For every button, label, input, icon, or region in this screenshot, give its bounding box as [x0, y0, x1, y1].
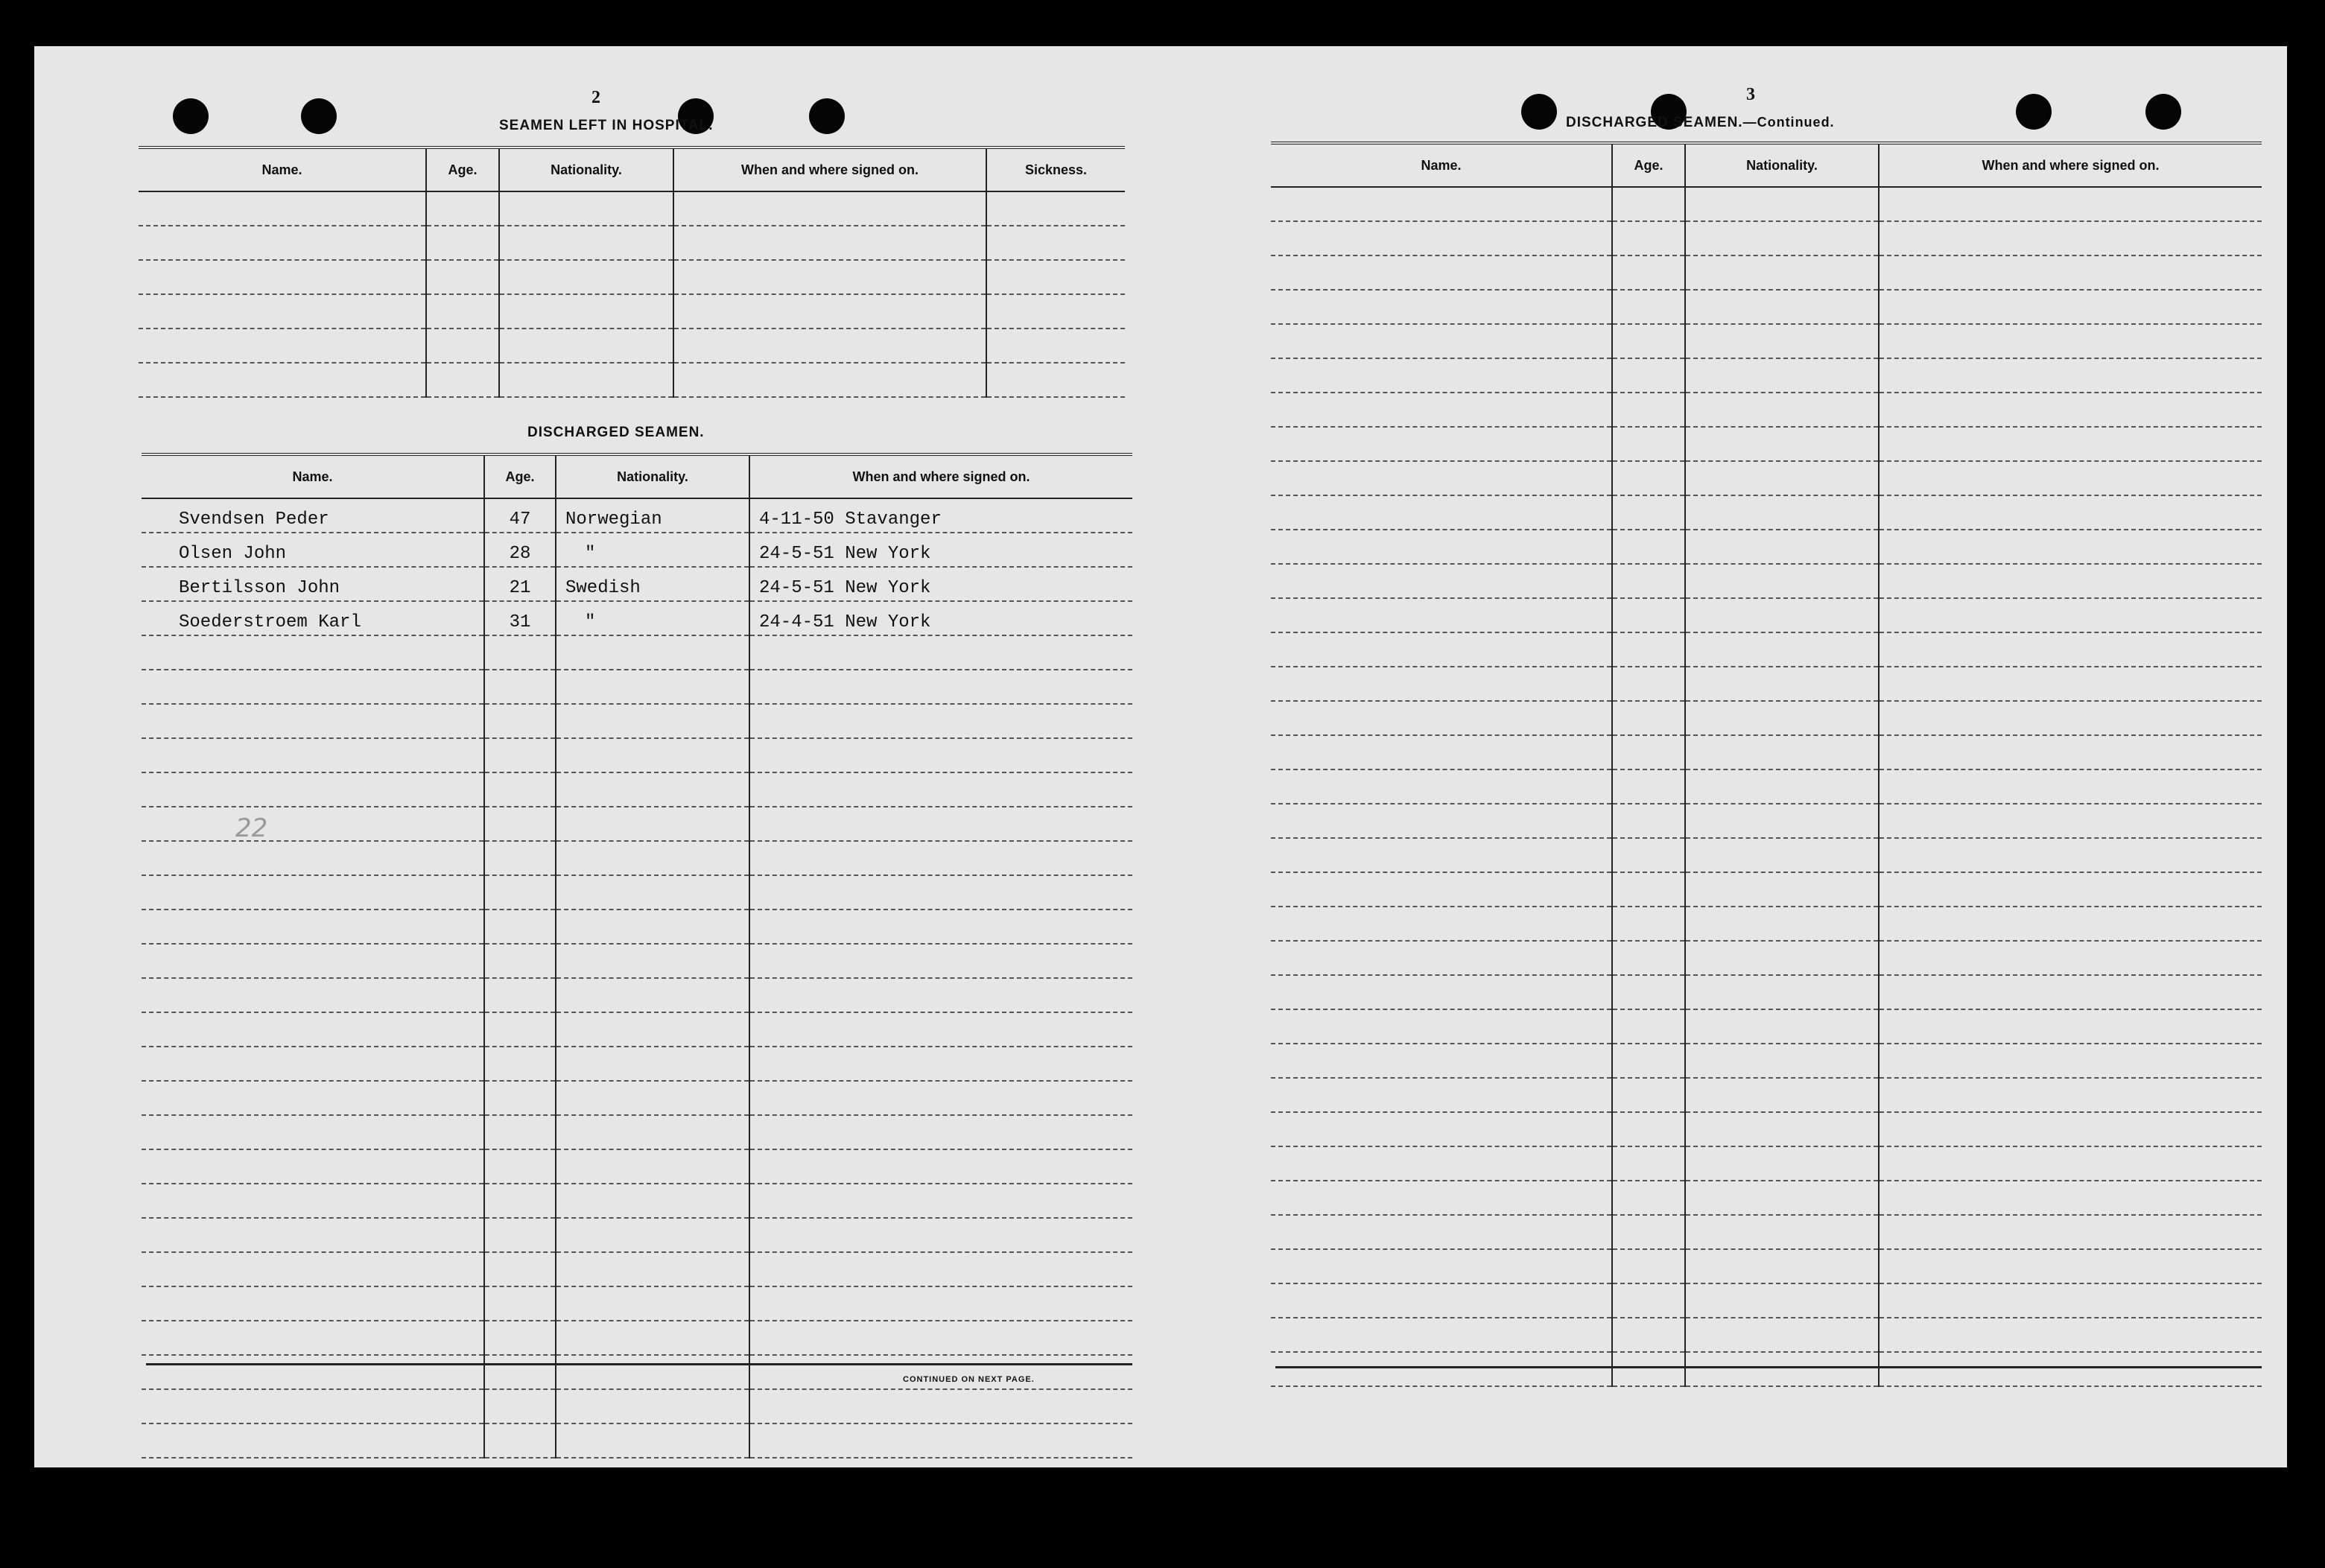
table-row — [142, 1252, 1132, 1286]
punch-hole — [2016, 94, 2052, 130]
table-row — [139, 260, 1125, 294]
table-row — [142, 1321, 1132, 1355]
discharged-continued-table — [1271, 142, 2262, 1387]
discharged-continued-title — [1566, 115, 1835, 131]
table-row — [1271, 393, 2262, 427]
page-number: 2 — [591, 88, 600, 107]
table-row — [1271, 427, 2262, 461]
table-row — [139, 226, 1125, 260]
page-number: 3 — [1746, 85, 1755, 104]
table-row — [1271, 187, 2262, 221]
discharged-section-title: DISCHARGED SEAMEN. — [527, 425, 705, 440]
table-row — [139, 363, 1125, 397]
table-row — [1271, 598, 2262, 632]
table-row — [1271, 838, 2262, 872]
column-header-age: Age. — [1612, 143, 1685, 187]
table-row — [142, 1012, 1132, 1047]
table-row — [1271, 1215, 2262, 1249]
column-header-nationality: Nationality. — [499, 147, 673, 191]
seaman-name: Olsen John — [142, 533, 484, 567]
table-row — [1271, 290, 2262, 324]
title-suffix: —Continued. — [1742, 115, 1835, 130]
punch-hole — [1521, 94, 1557, 130]
table-row — [142, 1355, 1132, 1389]
table-row — [142, 704, 1132, 738]
seaman-age: 47 — [484, 498, 556, 533]
table-row — [1271, 1112, 2262, 1146]
table-row — [1271, 221, 2262, 255]
table-row — [1271, 975, 2262, 1009]
table-row — [1271, 907, 2262, 941]
table-row — [142, 738, 1132, 772]
table-row — [139, 294, 1125, 328]
table-row — [142, 601, 1132, 635]
table-row — [1271, 530, 2262, 564]
table-row — [142, 533, 1132, 567]
punch-hole — [809, 98, 845, 134]
table-row — [1271, 1146, 2262, 1181]
column-header-signed-on: When and where signed on. — [673, 147, 986, 191]
column-header-nationality: Nationality. — [1685, 143, 1879, 187]
column-header-name: Name. — [142, 454, 484, 498]
table-row — [142, 1389, 1132, 1423]
table-row — [139, 328, 1125, 363]
table-row — [1271, 495, 2262, 530]
seaman-signed-on: 24-4-51 New York — [749, 601, 1132, 635]
table-row — [1271, 255, 2262, 290]
seaman-nationality: Norwegian — [556, 498, 749, 533]
seaman-nationality: " — [556, 533, 749, 567]
column-header-sickness: Sickness. — [986, 147, 1125, 191]
table-row — [142, 875, 1132, 910]
table-row — [142, 1081, 1132, 1115]
table-row — [142, 1286, 1132, 1321]
discharged-table — [142, 453, 1132, 1459]
table-row — [142, 1218, 1132, 1252]
column-header-name: Name. — [1271, 143, 1612, 187]
seaman-signed-on: 24-5-51 New York — [749, 533, 1132, 567]
table-row — [142, 807, 1132, 841]
hospital-table — [139, 146, 1125, 398]
column-header-signed-on: When and where signed on. — [1879, 143, 2262, 187]
seaman-signed-on: 4-11-50 Stavanger — [749, 498, 1132, 533]
seaman-name: Soederstroem Karl — [142, 601, 484, 635]
table-row — [1271, 735, 2262, 769]
column-header-signed-on: When and where signed on. — [749, 454, 1132, 498]
table-row — [1271, 1078, 2262, 1112]
table-row — [1271, 1283, 2262, 1318]
table-row — [1271, 324, 2262, 358]
table-row — [1271, 667, 2262, 701]
seaman-age: 28 — [484, 533, 556, 567]
punch-hole — [173, 98, 209, 134]
table-row — [1271, 358, 2262, 393]
seaman-name: Svendsen Peder — [142, 498, 484, 533]
continued-note: CONTINUED ON NEXT PAGE. — [903, 1375, 1035, 1384]
table-row — [142, 978, 1132, 1012]
ledger-sheet — [34, 46, 2287, 1467]
table-row — [142, 670, 1132, 704]
table-row — [142, 1149, 1132, 1184]
table-row — [142, 910, 1132, 944]
column-header-name: Name. — [139, 147, 426, 191]
table-row — [1271, 1318, 2262, 1352]
punch-hole — [2145, 94, 2181, 130]
table-row — [142, 1423, 1132, 1458]
table-row — [1271, 769, 2262, 804]
table-row — [1271, 1044, 2262, 1078]
table-row — [142, 772, 1132, 807]
table-row — [139, 191, 1125, 226]
table-row — [142, 498, 1132, 533]
footer-rule — [146, 1363, 1132, 1365]
table-row — [1271, 701, 2262, 735]
seaman-signed-on: 24-5-51 New York — [749, 567, 1132, 601]
table-row — [142, 567, 1132, 601]
table-row — [142, 635, 1132, 670]
seaman-nationality: Swedish — [556, 567, 749, 601]
seaman-name: Bertilsson John — [142, 567, 484, 601]
column-header-age: Age. — [484, 454, 556, 498]
table-row — [142, 1115, 1132, 1149]
seaman-age: 31 — [484, 601, 556, 635]
table-row — [1271, 461, 2262, 495]
table-row — [1271, 1249, 2262, 1283]
table-row — [1271, 564, 2262, 598]
seaman-age: 21 — [484, 567, 556, 601]
seaman-nationality: " — [556, 601, 749, 635]
hospital-section-title: SEAMEN LEFT IN HOSPITAL. — [499, 118, 714, 133]
table-row — [1271, 1009, 2262, 1044]
title-text: DISCHARGED SEAMEN. — [1566, 115, 1743, 130]
table-row — [142, 944, 1132, 978]
table-row — [142, 1184, 1132, 1218]
table-row — [1271, 872, 2262, 907]
pencil-annotation: 22 — [235, 813, 268, 843]
table-row — [142, 841, 1132, 875]
table-row — [1271, 941, 2262, 975]
footer-rule — [1275, 1366, 2262, 1368]
table-row — [142, 1047, 1132, 1081]
punch-hole — [301, 98, 337, 134]
column-header-nationality: Nationality. — [556, 454, 749, 498]
column-header-age: Age. — [426, 147, 499, 191]
table-row — [1271, 804, 2262, 838]
table-row — [1271, 1352, 2262, 1386]
table-row — [1271, 632, 2262, 667]
table-row — [1271, 1181, 2262, 1215]
